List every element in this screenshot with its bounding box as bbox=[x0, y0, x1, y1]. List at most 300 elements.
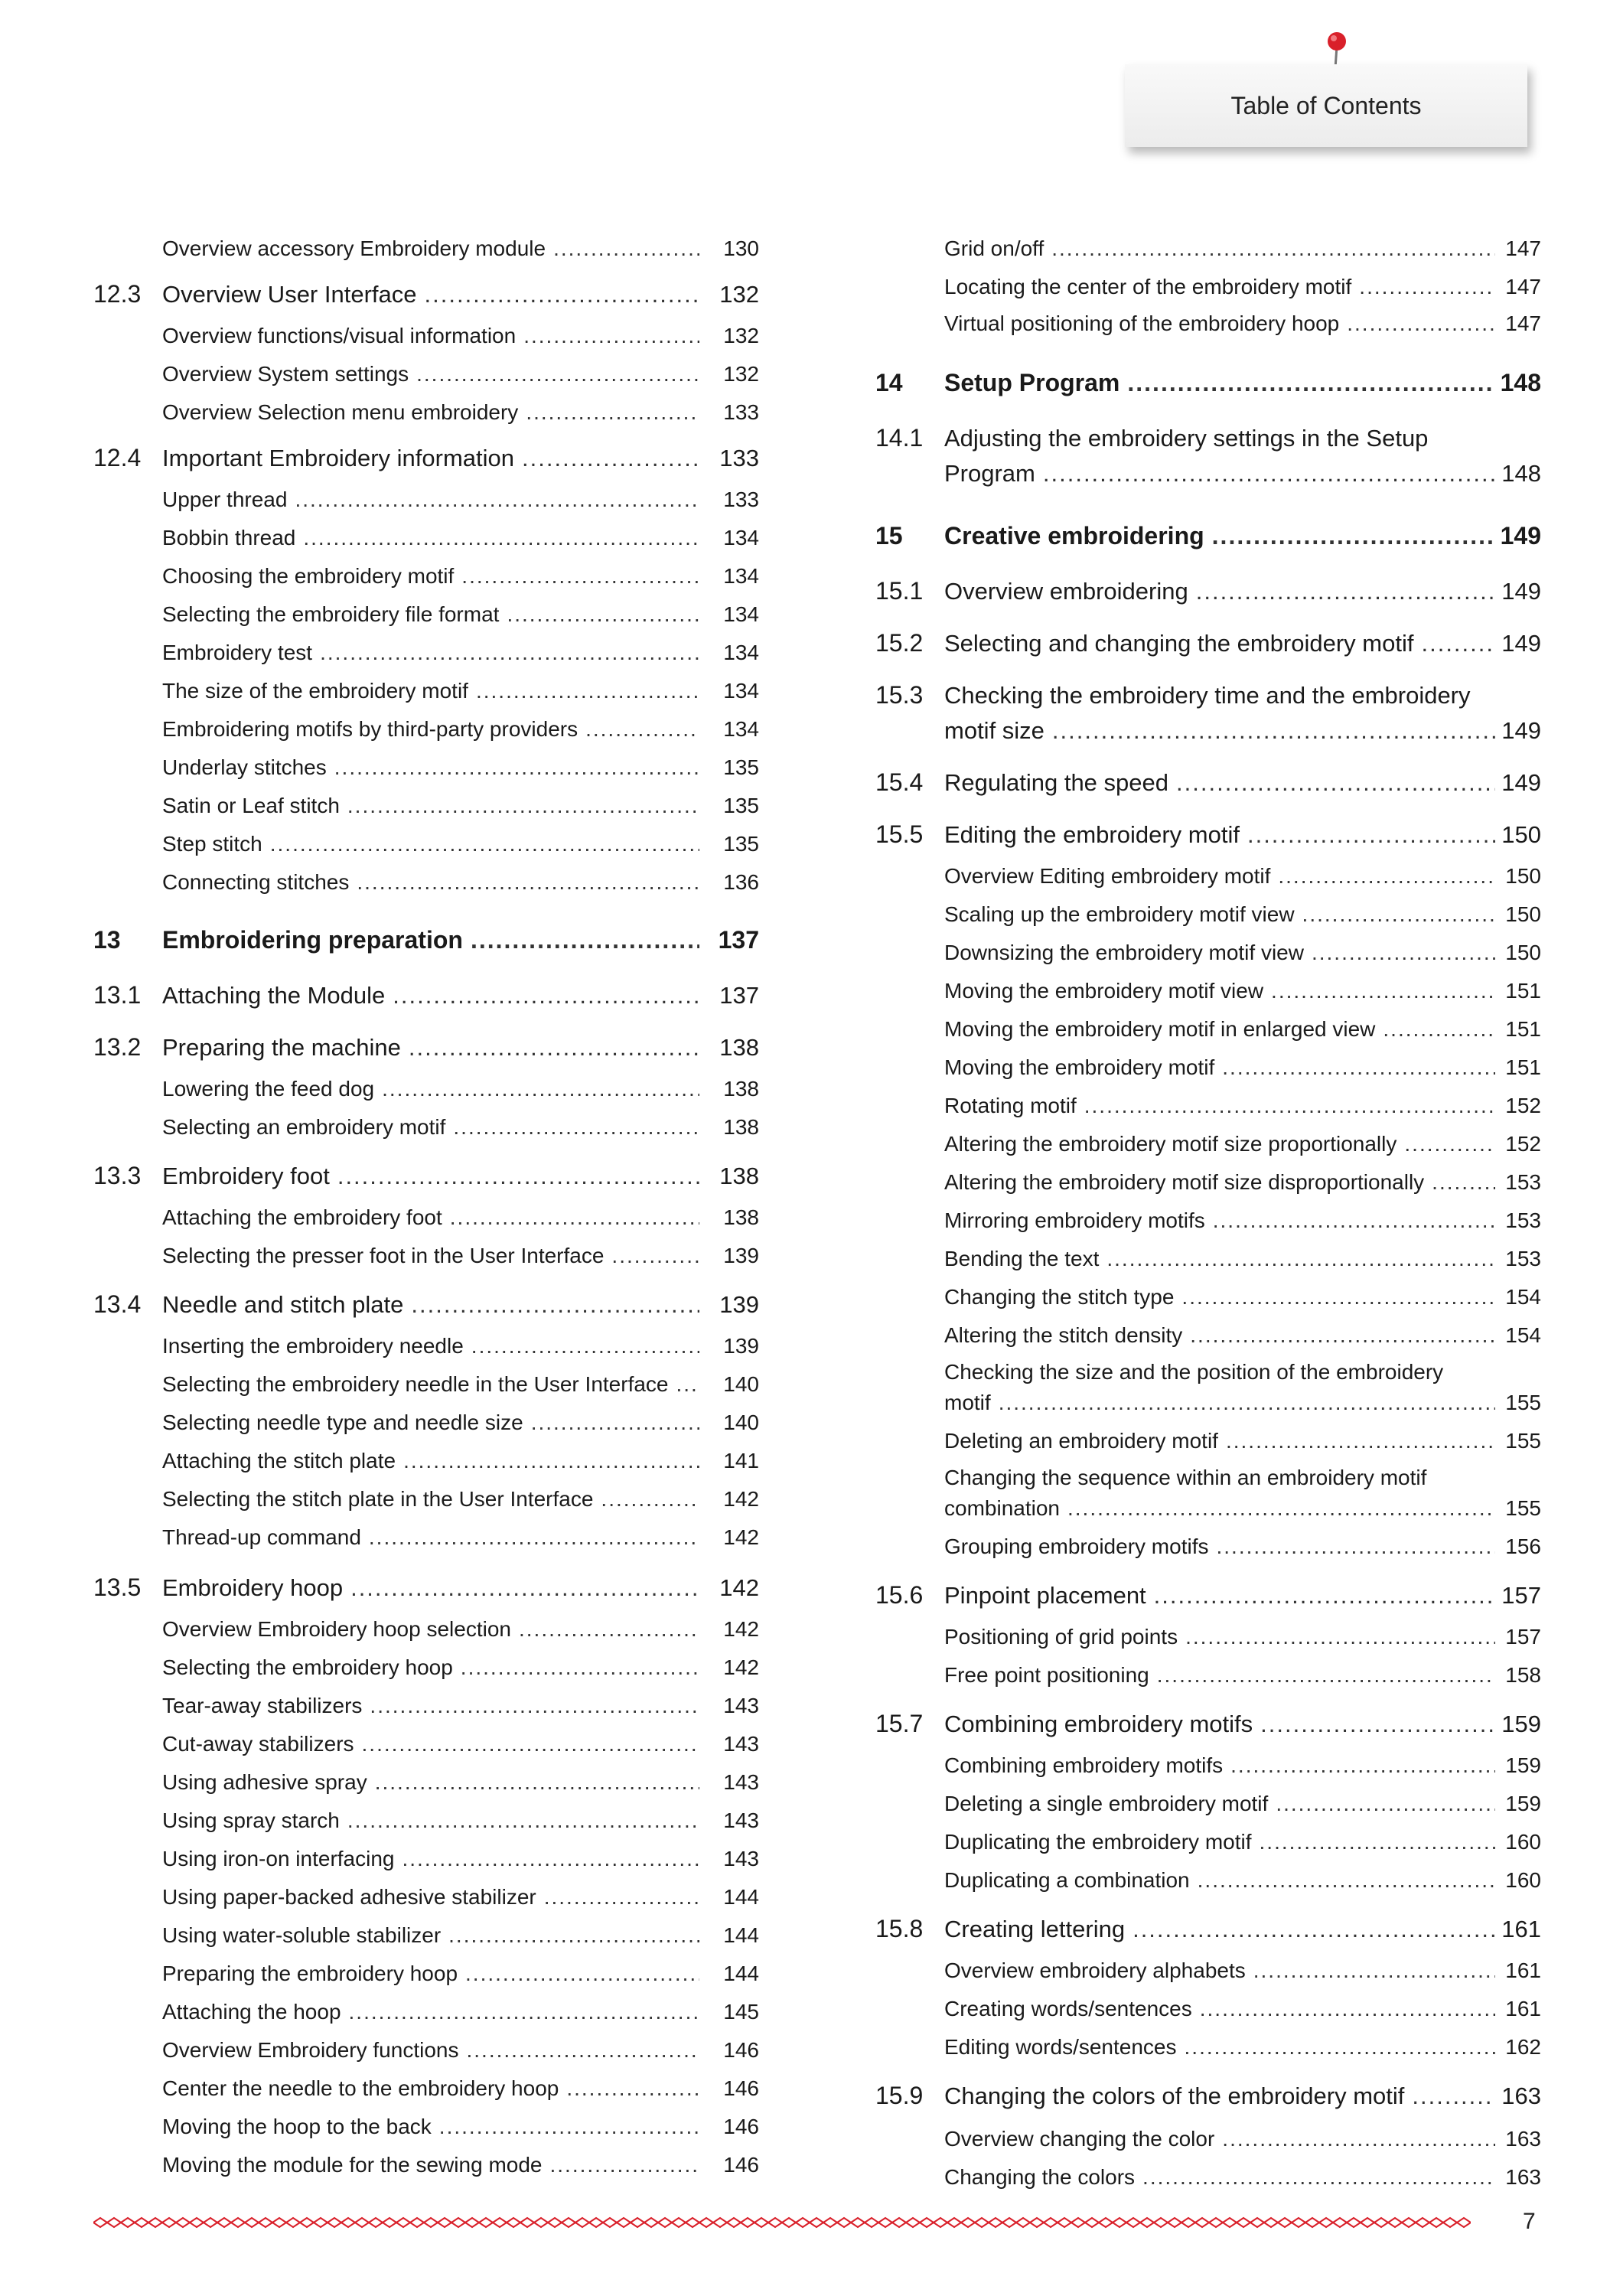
entry-page: 134 bbox=[723, 564, 759, 588]
toc-entry[interactable] bbox=[93, 515, 759, 550]
toc-entry[interactable] bbox=[875, 1380, 1541, 1415]
toc-entry[interactable] bbox=[875, 1908, 1541, 1943]
toc-entry[interactable] bbox=[93, 1438, 759, 1473]
leader-dots bbox=[425, 281, 700, 308]
leader-dots bbox=[471, 1334, 699, 1358]
toc-entry[interactable] bbox=[93, 1760, 759, 1795]
entry-page: 148 bbox=[1501, 460, 1541, 487]
entry-title: Overview functions/visual information bbox=[162, 324, 517, 347]
entry-page: 146 bbox=[723, 2038, 759, 2062]
entry-number: 13.4 bbox=[93, 1290, 142, 1318]
entry-title: Selecting the embroidery needle in the User Interface bbox=[162, 1372, 669, 1396]
leader-dots bbox=[1133, 1916, 1495, 1943]
entry-title: Bobbin thread bbox=[162, 526, 296, 550]
entry-page: 159 bbox=[1501, 1711, 1541, 1737]
toc-entry[interactable] bbox=[875, 1418, 1541, 1453]
toc-entry[interactable] bbox=[875, 1652, 1541, 1688]
entry-title: Creative embroidering bbox=[944, 522, 1204, 550]
entry-title: Combining embroidery motifs bbox=[944, 1753, 1224, 1777]
toc-entry[interactable] bbox=[875, 1083, 1541, 1118]
toc-entry[interactable] bbox=[93, 1874, 759, 1910]
toc-entry[interactable] bbox=[93, 1515, 759, 1550]
toc-entry[interactable] bbox=[875, 1986, 1541, 2021]
entry-title: Overview embroidering bbox=[944, 578, 1188, 605]
leader-dots bbox=[1253, 1958, 1495, 1983]
entry-title: Overview accessory Embroidery module bbox=[162, 236, 546, 260]
toc-entry[interactable] bbox=[875, 762, 1541, 797]
leader-dots bbox=[1200, 1997, 1495, 2021]
leader-dots bbox=[1260, 1830, 1495, 1854]
leader-dots bbox=[999, 1391, 1495, 1415]
toc-entry[interactable] bbox=[93, 351, 759, 386]
entry-title: Selecting needle type and needle size bbox=[162, 1411, 523, 1434]
entry-title: Editing words/sentences bbox=[944, 2035, 1177, 2059]
entry-title: Embroidery test bbox=[162, 641, 313, 664]
toc-entry[interactable] bbox=[875, 1198, 1541, 1233]
leader-dots bbox=[1196, 578, 1495, 605]
entry-page: 149 bbox=[1501, 717, 1541, 744]
entry-title: Thread-up command bbox=[162, 1525, 361, 1549]
toc-entry[interactable] bbox=[93, 477, 759, 512]
entry-page: 134 bbox=[723, 717, 759, 741]
entry-number: 15.2 bbox=[875, 629, 924, 657]
toc-entry[interactable] bbox=[93, 1323, 759, 1358]
entry-page: 138 bbox=[723, 1115, 759, 1139]
entry-page: 153 bbox=[1505, 1170, 1541, 1194]
entry-title: Selecting the presser foot in the User Interface bbox=[162, 1244, 605, 1267]
entry-number: 15.7 bbox=[875, 1710, 924, 1737]
entry-title: Cut-away stabilizers bbox=[162, 1732, 354, 1756]
toc-entry[interactable] bbox=[93, 1798, 759, 1833]
toc-entry[interactable] bbox=[93, 783, 759, 818]
toc-tab bbox=[1125, 64, 1527, 147]
leader-dots bbox=[1181, 1285, 1495, 1309]
leader-dots bbox=[1213, 1208, 1495, 1233]
leader-dots bbox=[1412, 2082, 1495, 2110]
leader-dots bbox=[1222, 1055, 1495, 1080]
entry-title: Overview System settings bbox=[162, 362, 409, 386]
entry-page: 160 bbox=[1505, 1868, 1541, 1892]
entry-title: Virtual positioning of the embroidery hoop bbox=[944, 311, 1340, 335]
toc-entry[interactable] bbox=[875, 1274, 1541, 1309]
leader-dots bbox=[1359, 275, 1495, 299]
entry-page: 133 bbox=[723, 400, 759, 424]
toc-entry[interactable] bbox=[93, 1683, 759, 1718]
entry-page: 133 bbox=[719, 445, 759, 471]
toc-entry[interactable] bbox=[875, 674, 1541, 709]
toc-entry[interactable] bbox=[93, 821, 759, 856]
entry-page: 143 bbox=[723, 1770, 759, 1794]
toc-entry[interactable] bbox=[93, 313, 759, 348]
leader-dots bbox=[1185, 2035, 1495, 2060]
leader-dots bbox=[522, 445, 699, 472]
toc-entry[interactable] bbox=[93, 1721, 759, 1756]
toc-entry[interactable] bbox=[93, 1606, 759, 1642]
entry-page: 159 bbox=[1505, 1792, 1541, 1815]
entry-page: 152 bbox=[1505, 1132, 1541, 1156]
entry-title: Attaching the hoop bbox=[162, 2000, 341, 2024]
entry-title: Needle and stitch plate bbox=[162, 1291, 404, 1318]
entry-page: 149 bbox=[1501, 578, 1541, 605]
entry-title: Editing the embroidery motif bbox=[944, 821, 1240, 848]
leader-dots bbox=[566, 2076, 699, 2101]
entry-page: 151 bbox=[1505, 1017, 1541, 1041]
toc-entry[interactable] bbox=[875, 1159, 1541, 1195]
entry-number: 13.3 bbox=[93, 1162, 142, 1189]
entry-page: 159 bbox=[1505, 1753, 1541, 1777]
toc-entry[interactable] bbox=[93, 1283, 759, 1319]
toc-entry[interactable] bbox=[875, 709, 1541, 745]
toc-entry[interactable] bbox=[93, 974, 759, 1009]
toc-entry[interactable] bbox=[93, 1362, 759, 1397]
entry-page: 154 bbox=[1505, 1323, 1541, 1347]
entry-page: 149 bbox=[1500, 522, 1541, 550]
leader-dots bbox=[357, 870, 699, 895]
toc-entry[interactable] bbox=[875, 264, 1541, 299]
entry-title: Checking the size and the position of the embroidery bbox=[944, 1360, 1444, 1384]
entry-page: 161 bbox=[1505, 1997, 1541, 2020]
entry-title: Altering the embroidery motif size proportionally bbox=[944, 1132, 1397, 1156]
leader-dots bbox=[270, 832, 699, 856]
entry-page: 139 bbox=[723, 1244, 759, 1267]
toc-entry[interactable] bbox=[93, 1913, 759, 1948]
leader-dots bbox=[1043, 460, 1495, 488]
entry-page: 140 bbox=[723, 1411, 759, 1434]
entry-title: Adjusting the embroidery settings in the Setup bbox=[944, 425, 1429, 452]
leader-dots bbox=[526, 400, 699, 425]
leader-dots bbox=[1216, 1534, 1495, 1559]
leader-dots bbox=[1302, 902, 1495, 927]
toc-entry[interactable] bbox=[875, 2154, 1541, 2190]
leader-dots bbox=[393, 982, 699, 1009]
entry-page: 153 bbox=[1505, 1247, 1541, 1270]
leader-dots bbox=[347, 1808, 699, 1833]
toc-entry[interactable] bbox=[93, 390, 759, 425]
toc-entry[interactable] bbox=[93, 592, 759, 627]
toc-entry[interactable] bbox=[875, 1857, 1541, 1893]
entry-page: 163 bbox=[1505, 2165, 1541, 2189]
entry-page: 139 bbox=[719, 1291, 759, 1318]
toc-entry[interactable] bbox=[875, 1574, 1541, 1609]
entry-title: Important Embroidery information bbox=[162, 445, 515, 471]
entry-title: Moving the module for the sewing mode bbox=[162, 2153, 543, 2177]
page-number: 7 bbox=[1523, 2209, 1536, 2234]
entry-title: Combining embroidery motifs bbox=[944, 1711, 1253, 1737]
leader-dots bbox=[1176, 769, 1495, 797]
toc-entry[interactable] bbox=[93, 553, 759, 589]
toc-entry[interactable] bbox=[93, 1104, 759, 1140]
leader-dots bbox=[507, 602, 699, 627]
entry-page: 150 bbox=[1505, 864, 1541, 888]
leader-dots bbox=[349, 2000, 699, 2024]
toc-entry[interactable] bbox=[875, 417, 1541, 452]
entry-page: 150 bbox=[1505, 941, 1541, 964]
entry-title: Overview User Interface bbox=[162, 281, 417, 308]
toc-entry[interactable] bbox=[875, 1819, 1541, 1854]
entry-page: 133 bbox=[723, 488, 759, 511]
entry-page: 143 bbox=[723, 1732, 759, 1756]
entry-page: 146 bbox=[723, 2153, 759, 2177]
toc-entry[interactable] bbox=[93, 668, 759, 703]
toc-entry[interactable] bbox=[875, 1743, 1541, 1778]
toc-entry[interactable] bbox=[93, 1233, 759, 1268]
entry-page: 138 bbox=[719, 1034, 759, 1061]
entry-title: Preparing the embroidery hoop bbox=[162, 1962, 458, 1985]
entry-title: Deleting an embroidery motif bbox=[944, 1429, 1218, 1453]
leader-dots bbox=[1432, 1170, 1495, 1195]
toc-entry[interactable] bbox=[93, 2104, 759, 2139]
entry-title: Underlay stitches bbox=[162, 755, 327, 779]
entry-title: Overview embroidery alphabets bbox=[944, 1958, 1246, 1982]
toc-entry[interactable] bbox=[93, 437, 759, 472]
entry-page: 147 bbox=[1505, 236, 1541, 260]
toc-entry[interactable] bbox=[93, 273, 759, 308]
entry-title: Embroidery foot bbox=[162, 1163, 330, 1189]
entry-page: 156 bbox=[1505, 1534, 1541, 1558]
leader-dots bbox=[1185, 1625, 1495, 1649]
entry-number: 15.9 bbox=[875, 2082, 924, 2109]
toc-entry[interactable] bbox=[93, 1645, 759, 1680]
entry-title: Embroidery hoop bbox=[162, 1574, 344, 1601]
toc-entry[interactable] bbox=[875, 2116, 1541, 2151]
toc-entry[interactable] bbox=[875, 1006, 1541, 1042]
entry-title: Duplicating a combination bbox=[944, 1868, 1190, 1892]
toc-entry[interactable] bbox=[875, 930, 1541, 965]
leader-dots bbox=[1421, 630, 1495, 657]
leader-dots bbox=[403, 1449, 699, 1473]
entry-page: 142 bbox=[723, 1525, 759, 1549]
leader-dots bbox=[375, 1770, 699, 1795]
toc-entry[interactable] bbox=[875, 515, 1541, 550]
toc-entry[interactable] bbox=[875, 814, 1541, 849]
entry-title: Satin or Leaf stitch bbox=[162, 794, 340, 817]
leader-dots bbox=[461, 1655, 699, 1680]
leader-dots bbox=[1142, 2165, 1495, 2190]
leader-dots bbox=[453, 1115, 699, 1140]
leader-dots bbox=[1247, 821, 1495, 849]
toc-entry[interactable] bbox=[93, 2142, 759, 2177]
entry-page: 151 bbox=[1505, 979, 1541, 1003]
entry-page: 138 bbox=[719, 1163, 759, 1189]
entry-page: 150 bbox=[1505, 902, 1541, 926]
leader-dots bbox=[347, 794, 699, 818]
toc-entry[interactable] bbox=[875, 226, 1541, 261]
entry-page: 144 bbox=[723, 1923, 759, 1947]
leader-dots bbox=[519, 1617, 699, 1642]
entry-title: Using adhesive spray bbox=[162, 1770, 367, 1794]
toc-entry[interactable] bbox=[93, 1836, 759, 1871]
toc-entry[interactable] bbox=[93, 919, 759, 954]
entry-page: 161 bbox=[1505, 1958, 1541, 1982]
entry-number: 13.5 bbox=[93, 1574, 142, 1601]
toc-entry[interactable] bbox=[93, 1567, 759, 1602]
entry-title: combination bbox=[944, 1496, 1060, 1520]
entry-title: Using paper-backed adhesive stabilizer bbox=[162, 1885, 536, 1909]
toc-entry[interactable] bbox=[875, 452, 1541, 488]
entry-title: Rotating motif bbox=[944, 1094, 1077, 1117]
leader-dots bbox=[1230, 1753, 1495, 1778]
toc-entry[interactable] bbox=[875, 301, 1541, 336]
leader-dots bbox=[1154, 1582, 1495, 1609]
entry-title: motif size bbox=[944, 717, 1045, 744]
toc-entry[interactable] bbox=[875, 853, 1541, 889]
toc-entry[interactable] bbox=[93, 1066, 759, 1101]
entry-title: Positioning of grid points bbox=[944, 1625, 1178, 1649]
leader-dots bbox=[553, 236, 699, 261]
entry-title: Embroidering preparation bbox=[162, 926, 463, 954]
entry-title: Overview Embroidery hoop selection bbox=[162, 1617, 511, 1641]
leader-dots bbox=[1157, 1663, 1495, 1688]
entry-title: Choosing the embroidery motif bbox=[162, 564, 455, 588]
entry-page: 149 bbox=[1501, 630, 1541, 657]
toc-entry[interactable] bbox=[93, 1476, 759, 1512]
entry-title: Moving the embroidery motif view bbox=[944, 979, 1264, 1003]
toc-entry[interactable] bbox=[875, 570, 1541, 605]
entry-page: 135 bbox=[723, 832, 759, 856]
entry-number: 14 bbox=[875, 369, 903, 396]
entry-page: 155 bbox=[1505, 1429, 1541, 1453]
leader-dots bbox=[1276, 1792, 1495, 1816]
toc-entry[interactable] bbox=[93, 745, 759, 780]
entry-page: 153 bbox=[1505, 1208, 1541, 1232]
entry-title: Connecting stitches bbox=[162, 870, 350, 894]
toc-entry[interactable] bbox=[93, 1400, 759, 1435]
leader-dots bbox=[350, 1574, 699, 1602]
entry-number: 15.5 bbox=[875, 820, 924, 848]
toc-entry[interactable] bbox=[875, 1121, 1541, 1156]
entry-page: 143 bbox=[723, 1808, 759, 1832]
toc-entry[interactable] bbox=[875, 1524, 1541, 1559]
entry-page: 150 bbox=[1501, 821, 1541, 848]
leader-dots bbox=[585, 717, 699, 742]
entry-title: Changing the colors bbox=[944, 2165, 1136, 2189]
toc-entry[interactable] bbox=[875, 622, 1541, 657]
leader-dots bbox=[1278, 864, 1495, 889]
entry-number: 13 bbox=[93, 926, 121, 954]
toc-entry[interactable] bbox=[93, 706, 759, 742]
toc-entry[interactable] bbox=[93, 859, 759, 895]
entry-number: 15 bbox=[875, 522, 903, 550]
entry-page: 147 bbox=[1505, 275, 1541, 298]
toc-entry[interactable] bbox=[93, 630, 759, 665]
entry-title: Mirroring embroidery motifs bbox=[944, 1208, 1205, 1232]
toc-entry[interactable] bbox=[93, 226, 759, 261]
leader-dots bbox=[466, 2038, 699, 2063]
entry-title: Attaching the embroidery foot bbox=[162, 1205, 442, 1229]
toc-entry[interactable] bbox=[93, 1989, 759, 2024]
leader-dots bbox=[531, 1411, 699, 1435]
toc-entry[interactable] bbox=[875, 1236, 1541, 1271]
entry-page: 160 bbox=[1505, 1830, 1541, 1854]
leader-dots bbox=[334, 755, 699, 780]
entry-page: 161 bbox=[1501, 1916, 1541, 1942]
entry-page: 158 bbox=[1505, 1663, 1541, 1687]
toc-entry[interactable] bbox=[875, 1486, 1541, 1521]
entry-title: Lowering the feed dog bbox=[162, 1077, 375, 1101]
toc-entry[interactable] bbox=[93, 2066, 759, 2101]
toc-entry[interactable] bbox=[875, 1313, 1541, 1348]
entry-title: motif bbox=[944, 1391, 991, 1414]
entry-title: Using spray starch bbox=[162, 1808, 340, 1832]
leader-dots bbox=[416, 362, 699, 386]
leader-dots bbox=[402, 1847, 700, 1871]
entry-title: Selecting and changing the embroidery motif bbox=[944, 630, 1414, 657]
entry-title: Changing the colors of the embroidery motif bbox=[944, 2082, 1405, 2109]
entry-page: 135 bbox=[723, 755, 759, 779]
entry-page: 134 bbox=[723, 526, 759, 550]
entry-number: 15.3 bbox=[875, 681, 924, 709]
toc-entry[interactable] bbox=[875, 968, 1541, 1003]
toc-entry[interactable] bbox=[875, 2024, 1541, 2060]
leader-dots bbox=[1067, 1496, 1495, 1521]
leader-dots bbox=[450, 1205, 699, 1230]
leader-dots bbox=[1222, 2127, 1495, 2151]
entry-page: 144 bbox=[723, 1885, 759, 1909]
decorative-border bbox=[93, 2216, 1471, 2229]
entry-title: Using water-soluble stabilizer bbox=[162, 1923, 442, 1947]
leader-dots bbox=[411, 1291, 699, 1319]
toc-entry[interactable] bbox=[875, 1614, 1541, 1649]
entry-title: Preparing the machine bbox=[162, 1034, 401, 1061]
entry-number: 12.4 bbox=[93, 444, 142, 471]
toc-entry[interactable] bbox=[93, 1951, 759, 1986]
leader-dots bbox=[676, 1372, 700, 1397]
toc-entry[interactable] bbox=[875, 1948, 1541, 1983]
entry-page: 134 bbox=[723, 679, 759, 703]
toc-entry[interactable] bbox=[875, 2075, 1541, 2110]
leader-dots bbox=[471, 926, 699, 954]
entry-title: Altering the stitch density bbox=[944, 1323, 1183, 1347]
entry-title: Attaching the Module bbox=[162, 982, 386, 1009]
entry-title: Program bbox=[944, 460, 1035, 487]
toc-entry[interactable] bbox=[93, 1155, 759, 1190]
entry-page: 137 bbox=[718, 926, 759, 954]
toc-entry[interactable] bbox=[93, 1195, 759, 1230]
entry-page: 142 bbox=[723, 1655, 759, 1679]
leader-dots bbox=[1226, 1429, 1495, 1453]
entry-title: Center the needle to the embroidery hoop bbox=[162, 2076, 559, 2100]
entry-title: Scaling up the embroidery motif view bbox=[944, 902, 1295, 926]
entry-title: Setup Program bbox=[944, 369, 1120, 396]
entry-page: 149 bbox=[1501, 769, 1541, 796]
toc-entry[interactable] bbox=[875, 1703, 1541, 1738]
leader-dots bbox=[611, 1244, 699, 1268]
toc-entry[interactable] bbox=[93, 1026, 759, 1062]
toc-entry[interactable] bbox=[875, 892, 1541, 927]
toc-entry[interactable] bbox=[875, 1045, 1541, 1080]
entry-number: 13.1 bbox=[93, 981, 142, 1009]
entry-title: Attaching the stitch plate bbox=[162, 1449, 396, 1473]
toc-entry[interactable] bbox=[875, 362, 1541, 397]
entry-title: Tear-away stabilizers bbox=[162, 1694, 363, 1717]
entry-title: Creating lettering bbox=[944, 1916, 1126, 1942]
entry-title: Changing the sequence within an embroidery motif bbox=[944, 1466, 1427, 1489]
entry-number: 15.8 bbox=[875, 1915, 924, 1942]
entry-title: Bending the text bbox=[944, 1247, 1100, 1270]
entry-title: Using iron-on interfacing bbox=[162, 1847, 395, 1870]
leader-dots bbox=[439, 2115, 699, 2139]
entry-title: Regulating the speed bbox=[944, 769, 1169, 796]
toc-tab-label: Table of Contents bbox=[1230, 91, 1422, 119]
entry-page: 144 bbox=[723, 1962, 759, 1985]
entry-title: Overview Editing embroidery motif bbox=[944, 864, 1271, 888]
entry-title: Grouping embroidery motifs bbox=[944, 1534, 1209, 1558]
toc-entry[interactable] bbox=[875, 1781, 1541, 1816]
entry-title: Pinpoint placement bbox=[944, 1582, 1146, 1609]
toc-entry[interactable] bbox=[93, 2027, 759, 2063]
leader-dots bbox=[362, 1732, 699, 1756]
entry-page: 155 bbox=[1505, 1496, 1541, 1520]
